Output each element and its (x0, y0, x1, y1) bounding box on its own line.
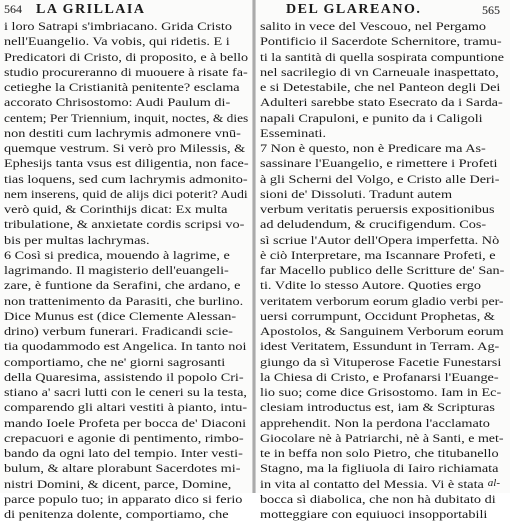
text-line: 6 Così si predica, mouendo à lagrime, e (4, 249, 230, 262)
text-line: verbum veritatis peruersis expositionibus (260, 204, 495, 216)
text-line: parce populo tuo; in apparato dico si ferio (4, 493, 243, 506)
text-line: Adulteri sarebbe stato Esecrato da i Sarda- (260, 97, 503, 110)
text-line: studio procureranno di muouere à risate fa- (4, 66, 248, 79)
right-page (256, 0, 510, 521)
text-line: Apostolos, & Sanguinem Verborum eorum (260, 326, 504, 338)
text-line: accorato Chrisostomo: Audi Paulum di- (4, 97, 231, 110)
text-line: ti. Vdite lo stesso Autore. Quoties ergo (260, 280, 481, 293)
text-line: è ciò Interpretare, ma Iscannare Profeti, e (260, 249, 496, 262)
text-line: in vita al contatto del Messia. Vi è stata (260, 478, 484, 491)
text-line: idest Veritatem, Essundunt in Terram. Ag- (260, 341, 500, 354)
left-page (0, 0, 252, 521)
text-line: mando Ioele Profeta per bocca de' Diaconi (4, 417, 247, 430)
text-line: i loro Satrapi s'imbriacano. Grida Cristo (4, 21, 232, 33)
text-line: giungo da sì Vituperose Facetie Funestarsi (260, 356, 502, 369)
text-line: à gli Scherni del Volgo, e Cristo alle Deri- (260, 173, 500, 186)
text-line: comparendo gli altari vestiti à pianto, intu- (4, 402, 248, 415)
text-line: Giocolare nè à Patriarchi, nè à Santi, e met- (260, 432, 504, 445)
text-line: tia quodammodo est Angelica. In tanto noi (4, 341, 247, 354)
left-running-title: LA GRILLAIA (36, 2, 146, 17)
text-line: zare, è funtione da Serafini, che ardano, e (4, 280, 241, 293)
text-line: Pontificio il Sacerdote Schernitore, tramu- (260, 36, 502, 49)
text-line: tribulatione, & anxietate cordis scripsi vo- (4, 219, 245, 232)
text-line: di penitenza dolente, comportiamo, che (4, 509, 229, 521)
right-running-title: DEL GLAREANO. (286, 2, 422, 17)
text-line: napali Crapuloni, e punito da i Caligoli (260, 112, 483, 125)
text-line: Esseminati. (260, 127, 327, 140)
text-line: salito in vece del Vescouo, nel Pergamo (260, 21, 487, 33)
text-line: della Quaresima, assistendo il popolo Cri- (4, 371, 244, 384)
text-line: quemque vestrum. Si verò pro Milessis, & (4, 143, 246, 155)
text-line: far Macello publico delle Scritture de' San- (260, 265, 505, 277)
text-line: la Chiesa di Cristo, e Profanarsi l'Euange- (260, 371, 499, 384)
text-line: sassinare l'Euangelio, e rimettere i Profeti (260, 158, 498, 171)
text-line: sì scriue l'Autor dell'Opera imperfetta. Nò (260, 234, 500, 247)
text-line: stiano a' sacri lutti con le ceneri su la testa, (4, 387, 247, 399)
text-line: lio suo; come dice Grisostomo. Iam in Ec- (260, 387, 502, 399)
catchword: al- (487, 477, 500, 489)
text-line: centem; Per Triennium, inquit, noctes, & dies (4, 112, 249, 125)
text-line: lagrimando. Il magisterio dell'euangeli- (4, 265, 229, 277)
right-running-head (286, 2, 504, 18)
text-line: nel sacrilegio di vn Carneuale inaspettato, (260, 66, 499, 79)
text-line: Predicatori di Cristo, di proposito, e à bello (4, 51, 249, 64)
text-line: e si Detestabile, che nel Panteon degli Dei (260, 82, 501, 94)
text-line: sioni de' Dissoluti. Tradunt autem (260, 188, 453, 201)
left-page-number: 564 (4, 2, 22, 16)
text-line: te in beffa non solo Pietro, che titubanello (260, 448, 499, 460)
right-page-number: 565 (482, 3, 500, 17)
text-line: Stagno, ma la figliuola di Iairo richiamata (260, 463, 499, 476)
text-line: bando da ogni lato del tempio. Inter vesti- (4, 448, 243, 460)
text-line: tias loquens, sed cum lachrymis admonito- (4, 173, 248, 186)
text-line: ti la santità di quella sospirata compuntione (260, 51, 505, 64)
text-line: ad deludendum, & crucifigendum. Cos- (260, 219, 487, 232)
text-line: clesiam introductus est, iam & Scripturas (260, 402, 495, 415)
text-line: Ephesijs tanta vsus est diligentia, non face- (4, 158, 249, 171)
text-line: non trattenimento da Parasiti, che burlino. (4, 295, 244, 308)
text-line: drino) verbum funerari. Fradicandi scie- (4, 326, 233, 338)
text-line: nem inserens, quid de alijs dici poterit? Audi (4, 188, 248, 201)
text-line: non destiti cum lachrymis admonere vnū- (4, 127, 241, 140)
right-text-block (260, 20, 504, 523)
text-line: comportiamo, che ne' giorni sagrosanti (4, 356, 226, 369)
left-running-head (4, 2, 246, 18)
text-line: nell'Euangelio. Va vobis, qui ridetis. E i (4, 36, 230, 49)
text-line: nistri Domini, & dicent, parce, Domine, (4, 478, 232, 491)
text-line: 7 Non è questo, non è Predicare ma As- (260, 143, 486, 155)
text-line: bulum, & altare plorabunt Sacerdotes mi- (4, 463, 241, 476)
text-line: bis per multas lachrymas. (4, 234, 150, 247)
text-line: uersi corrumpunt, Occidunt Prophetas, & (260, 310, 495, 323)
text-line: crepacuori e agonie di pentimento, rimbo- (4, 432, 244, 445)
text-line: bocca sì diabolica, che non hà dubitato di (260, 493, 496, 506)
text-line: veritatem verborum eorum gladio verbi per- (260, 295, 504, 308)
text-line: apprehendit. Non la perdona l'acclamato (260, 417, 490, 430)
left-text-block (4, 20, 248, 523)
text-line: motteggiare con equiuoci insopportabili (260, 509, 488, 521)
text-line: cetieghe la Cristianità penitente? esclama (4, 82, 240, 94)
text-line: Dice Munus est (dice Clemente Alessan- (4, 310, 237, 323)
text-line: verò quid, & Corinthijs dicat: Ex multa (4, 204, 228, 216)
